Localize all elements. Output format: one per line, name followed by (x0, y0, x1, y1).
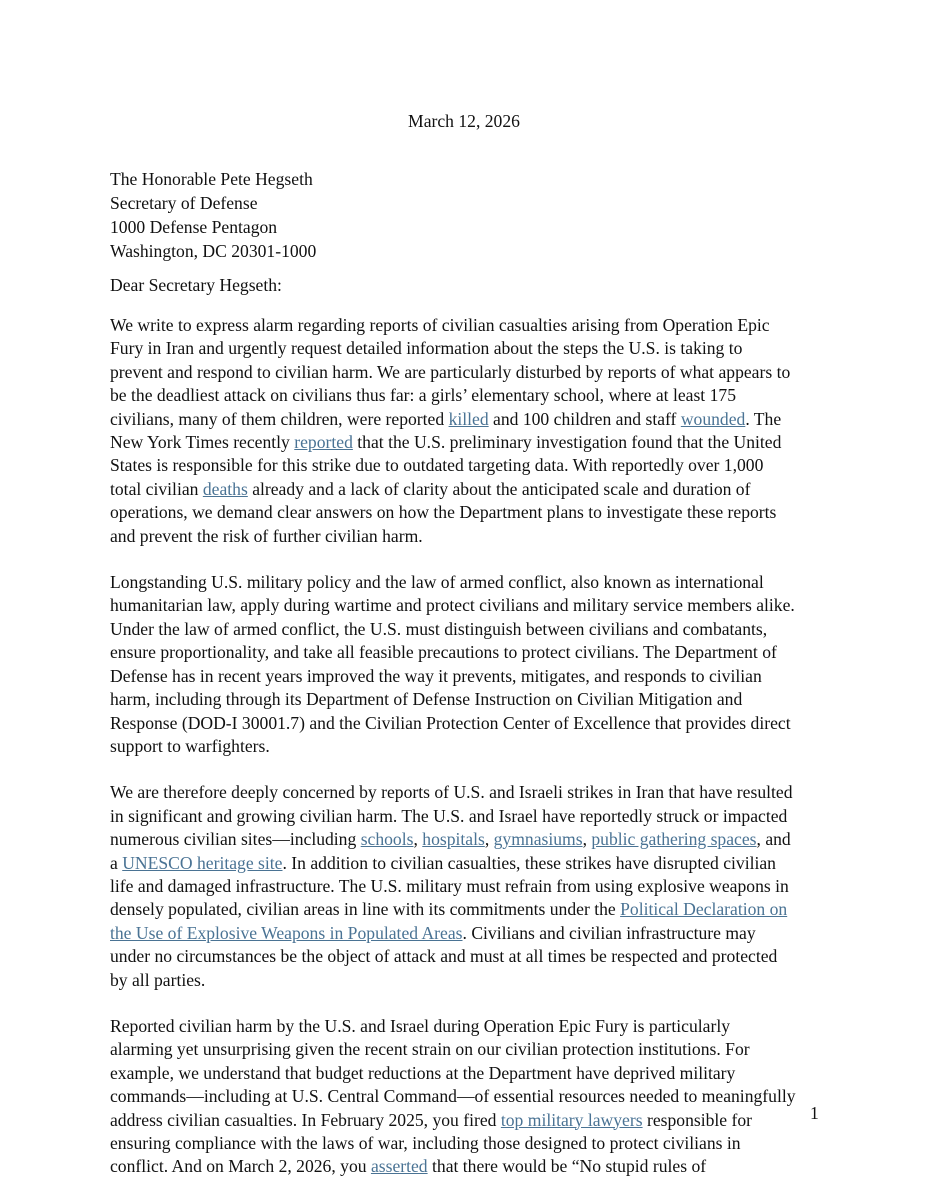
letter-body (110, 314, 822, 1202)
text-run: , (484, 829, 494, 850)
text-run: numerous civilian sites—including (110, 829, 361, 850)
link-deaths[interactable]: deaths (202, 478, 248, 499)
text-line (110, 594, 822, 617)
text-line (110, 1155, 822, 1178)
text-line (110, 408, 822, 431)
body-paragraph (110, 781, 822, 992)
text-run: be the deadliest attack on civilians thus far: a girls’ elementary school, where at least 175 (110, 385, 736, 406)
text-line (110, 337, 822, 360)
text-line (110, 501, 822, 524)
text-run: by all parties. (110, 969, 206, 990)
text-run: already and a lack of clarity about the anticipated scale and duration of (247, 478, 751, 499)
text-run: support to warfighters. (110, 735, 270, 756)
text-line (110, 828, 822, 851)
body-paragraph (110, 314, 822, 548)
text-run: . Civilians and civilian infrastructure may (462, 922, 756, 943)
text-line (110, 571, 822, 594)
text-line (110, 781, 822, 804)
text-run: civilians, many of them children, were reported (110, 408, 449, 429)
text-run: alarming yet unsurprising given the recent strain on our civilian protection institutions. For (110, 1039, 750, 1060)
text-line (110, 665, 822, 688)
link-top-military-lawyers[interactable]: top military lawyers (500, 1109, 643, 1130)
link-wounded[interactable]: wounded (680, 408, 746, 429)
text-line (110, 875, 822, 898)
salutation: Dear Secretary Hegseth: (110, 275, 282, 295)
recipient-street: 1000 Defense Pentagon (110, 217, 278, 237)
text-run: responsible for (642, 1109, 753, 1130)
text-run: Longstanding U.S. military policy and the law of armed conflict, also known as international (110, 572, 764, 593)
text-run: Response (DOD-I 30001.7) and the Civilian Protection Center of Excellence that provides direct (110, 712, 791, 733)
text-run: prevent and respond to civilian harm. We are particularly disturbed by reports of what appears to (110, 361, 791, 382)
text-line (110, 525, 822, 548)
text-line (110, 1062, 822, 1085)
link-killed[interactable]: killed (448, 408, 489, 429)
text-line (110, 1015, 822, 1038)
text-run: ensuring compliance with the laws of war, including those designed to protect civilians in (110, 1133, 741, 1153)
text-line (110, 1109, 822, 1132)
link-gymnasiums[interactable]: gymnasiums (493, 829, 583, 850)
text-run: ensure proportionality, and take all feasible precautions to protect civilians. The Department of (110, 642, 777, 663)
recipient-address (110, 167, 316, 263)
text-run: example, we understand that budget reductions at the Department have deprived military (110, 1062, 736, 1083)
text-run: harm, including through its Department of Defense Instruction on Civilian Mitigation and (110, 689, 743, 710)
text-line (110, 314, 822, 337)
link-political-declaration[interactable]: Political Declaration on (620, 899, 788, 920)
text-run: and 100 children and staff (488, 408, 681, 429)
text-line (110, 1132, 822, 1155)
text-run: We are therefore deeply concerned by reports of U.S. and Israeli strikes in Iran that have resulted (110, 782, 793, 803)
text-line (110, 478, 822, 501)
text-run: densely populated, civilian areas in line with its commitments under the (110, 899, 621, 920)
text-run: . The (745, 408, 782, 429)
text-run: , and (756, 829, 791, 850)
text-run: address civilian casualties. In February 2025, you fired (110, 1109, 501, 1130)
recipient-title: Secretary of Defense (110, 193, 258, 213)
text-line (110, 361, 822, 384)
text-run: . In addition to civilian casualties, these strikes have disrupted civilian (282, 852, 776, 873)
text-run: Under the law of armed conflict, the U.S. must distinguish between civilians and combatants, (110, 618, 768, 639)
link-hospitals[interactable]: hospitals (422, 829, 485, 850)
text-run: operations, we demand clear answers on how the Department plans to investigate these reports (110, 502, 777, 523)
text-line (110, 1038, 822, 1061)
letter-date: March 12, 2026 (408, 111, 520, 131)
text-line (110, 969, 822, 992)
link-schools[interactable]: schools (360, 829, 414, 850)
text-line (110, 641, 822, 664)
text-run: under no circumstances be the object of attack and must at all times be respected and protected (110, 946, 778, 967)
link-political-declaration[interactable]: the Use of Explosive Weapons in Populated Areas (110, 922, 463, 943)
link-unesco-heritage-site[interactable]: UNESCO heritage site (122, 852, 283, 873)
text-run: conflict. And on March 2, 2026, you (110, 1156, 371, 1177)
text-line (110, 1085, 822, 1108)
text-line (110, 945, 822, 968)
text-line (110, 454, 822, 477)
body-paragraph (110, 571, 822, 758)
text-run: and prevent the risk of further civilian harm. (110, 525, 423, 546)
text-run: New York Times recently (110, 432, 295, 453)
text-run: that the U.S. preliminary investigation found that the United (352, 432, 782, 453)
page-number: 1 (810, 1103, 819, 1123)
text-run: States is responsible for this strike due to outdated targeting data. With reportedly over 1,000 (110, 455, 764, 476)
link-asserted[interactable]: asserted (370, 1156, 428, 1177)
text-line (110, 852, 822, 875)
recipient-city: Washington, DC 20301-1000 (110, 241, 317, 261)
text-run: Fury in Iran and urgently request detailed information about the steps the U.S. is taking to (110, 338, 743, 359)
text-line (110, 922, 822, 945)
text-run: life and damaged infrastructure. The U.S. military must refrain from using explosive weapons in (110, 875, 789, 896)
text-line (110, 688, 822, 711)
text-run: Defense has in recent years improved the way it prevents, mitigates, and responds to civilian (110, 665, 762, 686)
text-run: commands—including at U.S. Central Command—of essential resources needed to meaningfully (110, 1086, 796, 1107)
text-line (110, 618, 822, 641)
link-public-gathering-spaces[interactable]: public gathering spaces (591, 829, 757, 850)
text-line (110, 735, 822, 758)
text-run: in significant and growing civilian harm. The U.S. and Israel have reportedly struck or impacted (110, 805, 788, 826)
text-run: We write to express alarm regarding reports of civilian casualties arising from Operation Epic (110, 315, 770, 335)
text-run: total civilian (110, 478, 203, 499)
text-line (110, 712, 822, 735)
body-paragraph (110, 1015, 822, 1179)
text-run: humanitarian law, apply during wartime and protect civilians and military service members alike. (110, 595, 795, 616)
recipient-name: The Honorable Pete Hegseth (110, 169, 313, 189)
text-run: that there would be “No stupid rules of (427, 1156, 707, 1177)
text-run: a (110, 852, 123, 873)
text-line (110, 431, 822, 454)
text-line (110, 805, 822, 828)
text-run: , (413, 829, 423, 850)
link-reported[interactable]: reported (294, 432, 353, 453)
text-line (110, 384, 822, 407)
text-run: , (582, 829, 592, 850)
text-run: Reported civilian harm by the U.S. and Israel during Operation Epic Fury is particularly (110, 1015, 731, 1036)
text-line (110, 898, 822, 921)
